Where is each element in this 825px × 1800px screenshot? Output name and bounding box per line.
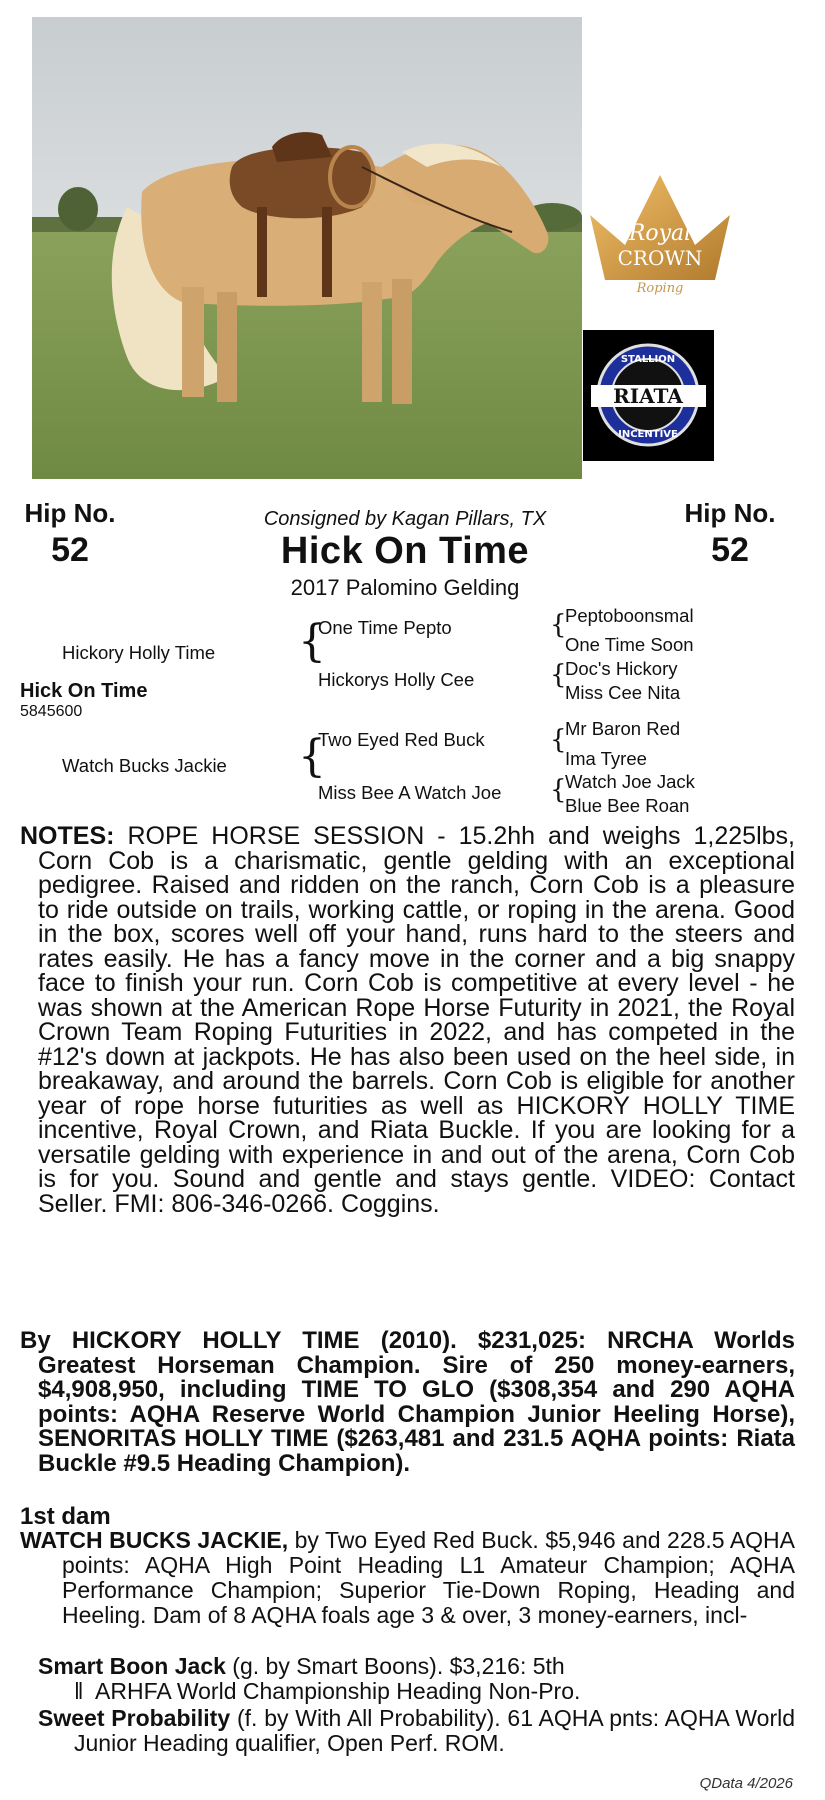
horse-description: 2017 Palomino Gelding [290,575,520,600]
hip-label: Hip No. [684,498,776,528]
pedigree-ancestor: Miss Cee Nita [565,682,681,703]
pedigree-ancestor: Peptoboonsmal [565,605,694,626]
produce-entry [38,1706,795,1756]
riata-incentive-logo [583,330,714,461]
produce-name: Smart Boon Jack [38,1653,226,1679]
crown-logo-text-3: Roping [636,281,684,296]
horse-name-title: Hick On Time [280,530,530,572]
pedigree-horse: Hick On Time [20,680,148,702]
crown-logo-text-1: Royal [628,221,692,246]
pedigree-sire-sire: One Time Pepto [318,617,452,638]
produce-detail-2: ARHFA World Championship Heading Non-Pro. [95,1678,581,1704]
produce-detail: (g. by Smart Boons). $3,216: 5th [232,1653,565,1679]
footer-date: QData 4/2026 [699,1775,793,1792]
pedigree-brace: { [550,775,567,805]
hip-number: 52 [51,531,89,569]
produce-mark: ‖ [74,1678,84,1704]
pedigree-sire: Hickory Holly Time [62,642,216,663]
royal-crown-logo [585,170,735,315]
pedigree-brace: { [298,616,326,667]
produce-entry [38,1654,795,1704]
notes-body: ROPE HORSE SESSION - 15.2hh and weighs 1,225lbs, Corn Cob is a charismatic, gentle gelding with an exceptional pedigree. Raised and ridden on the ranch, Corn Cob is a pleasure to ride outside on trails, working cattle, or roping in the arena. Good in the box, scores well off your hand, runs hard to the steers and rates easily. He has a fancy move in the corner and a big snappy face to finish your run. Corn Cob is competitive at every level - he was shown at the American Rope Horse Futurity in 2021, the Royal Crown Team Roping Futurities in 2022, and has competed in the #12's down at jackpots. He has also been used on the heel side, in breakaway, and around the barrels. Corn Cob is eligible for another year of rope horse futurities as well as HICKORY HOLLY TIME incentive, Royal Crown, and Riata Buckle. If you are looking for a versatile gelding with experience in and out of the arena, Corn Cob is for you. Sound and gentle and stays gentle. VIDEO: Contact Seller. FMI: 806-346-0266. Coggins. [38,822,795,1218]
first-dam-heading: 1st dam [20,1503,111,1530]
riata-logo-main-text: RIATA [613,384,683,408]
horse-photo [32,17,582,479]
pedigree-sire-dam: Hickorys Holly Cee [318,669,475,690]
pedigree-ancestor: Doc's Hickory [565,658,678,679]
hip-number-left [10,498,130,570]
first-dam-section [20,1528,795,1628]
crown-logo-text-2: CROWN [617,246,703,270]
pedigree-ancestor: Blue Bee Roan [565,795,690,816]
pedigree-brace: { [550,610,567,640]
produce-detail: (f. by With All Probability). 61 AQHA pnts: AQHA World Junior Heading qualifier, Open Perf. ROM. [74,1705,796,1756]
dam-name: WATCH BUCKS JACKIE, [20,1527,289,1553]
pedigree-brace: { [550,660,567,690]
pedigree-ancestor: Ima Tyree [565,748,647,769]
hip-number: 52 [711,531,749,569]
hip-number-right [670,498,790,570]
produce-name: Sweet Probability [38,1705,231,1731]
pedigree-ancestor: Mr Baron Red [565,718,681,739]
pedigree-dam-dam: Miss Bee A Watch Joe [318,782,502,803]
consignor-line: Consigned by Kagan Pillars, TX [263,508,547,530]
pedigree-ancestor: One Time Soon [565,634,694,655]
pedigree-brace: { [550,725,567,755]
sire-info-text: By HICKORY HOLLY TIME (2010). $231,025: NRCHA Worlds Greatest Horseman Champion. Sire of 250 money-earners, $4,908,950, including TIME TO GLO ($308,354 and 290 AQHA points: AQHA Reserve World Champion Junior Heeling Horse), SENORITAS HOLLY TIME ($263,481 and 231.5 AQHA points: Riata Buckle #9.5 Heading Champion). [20,1327,795,1477]
dam-text: by Two Eyed Red Buck. $5,946 and 228.5 AQHA points: AQHA High Point Heading L1 Amateur Champion; AQHA Performance Champion; Superior Tie-Down Roping, Heading and Heeling. Dam of 8 AQHA foals age 3 & over, 3 money-earners, incl- [62,1527,796,1628]
sire-info [20,1329,795,1476]
riata-logo-bottom-text: INCENTIVE [618,429,678,440]
pedigree-dam: Watch Bucks Jackie [62,755,227,776]
pedigree-ancestor: Watch Joe Jack [565,771,695,792]
notes-heading: NOTES: [20,822,115,850]
pedigree-brace: { [298,731,326,782]
registration-number: 5845600 [20,703,83,720]
hip-label: Hip No. [24,498,116,528]
pedigree-dam-sire: Two Eyed Red Buck [318,729,485,750]
notes-section [20,824,795,1216]
riata-logo-top-text: STALLION [620,354,676,365]
